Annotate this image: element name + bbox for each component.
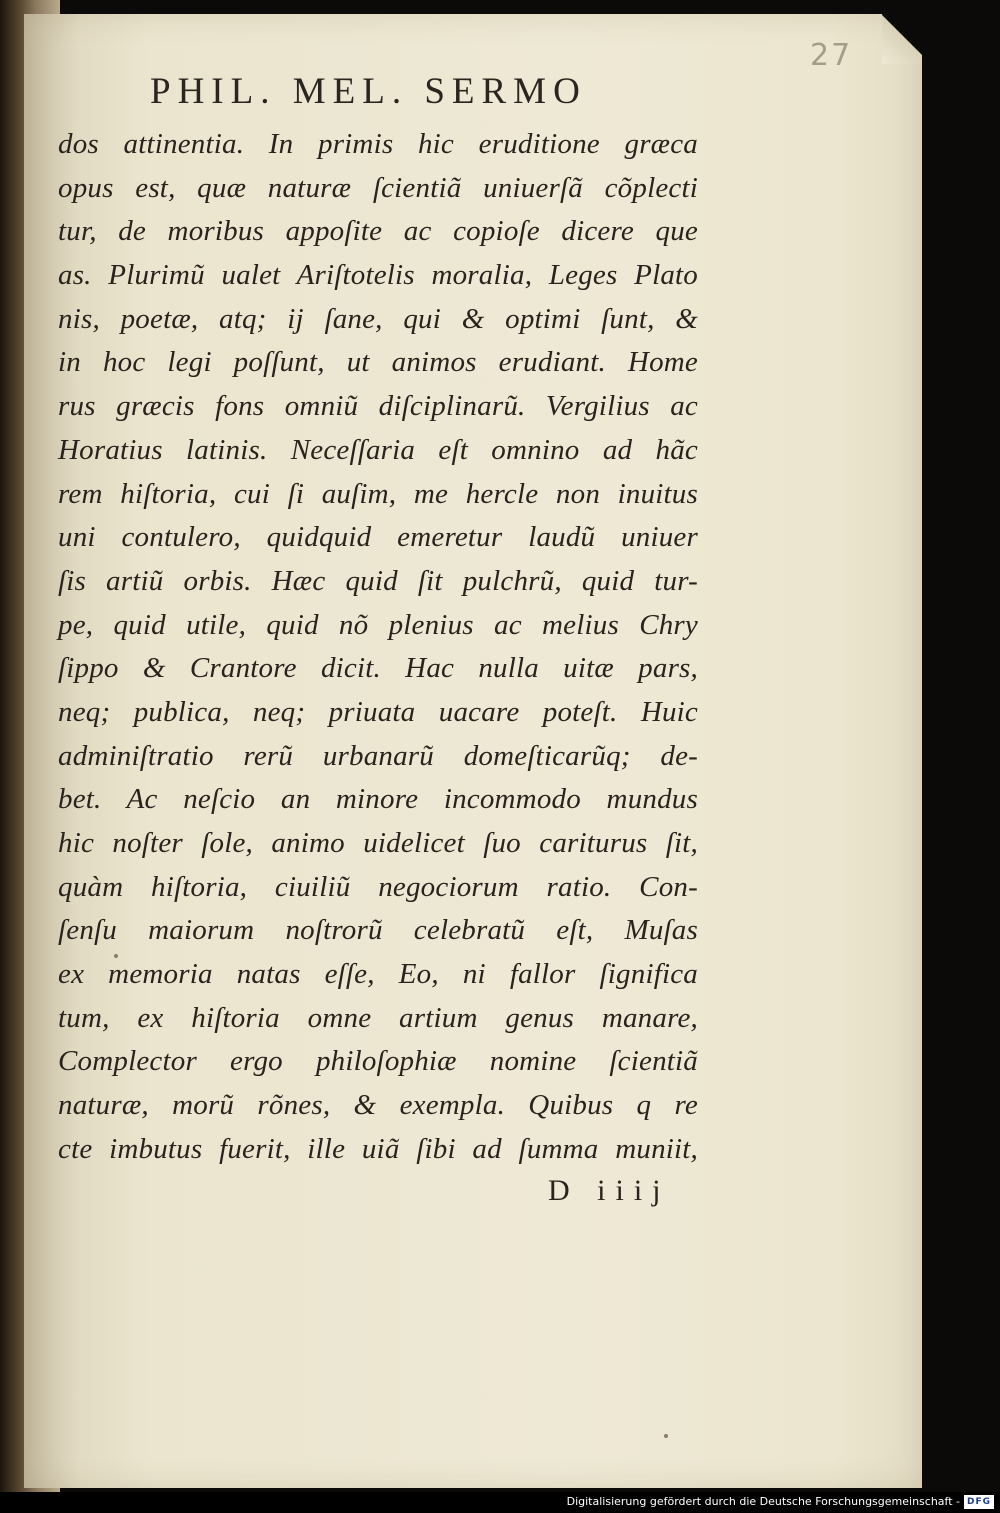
text-line: neq; publica, neq; priuata uacare poteſt. Huic (58, 695, 698, 728)
text-line: ſippo & Crantore dicit. Hac nulla uitæ pars, (58, 652, 698, 685)
body-text (58, 123, 698, 1172)
text-line: nis, poetæ, atq; ij ſane, qui & optimi ſunt, & (58, 302, 698, 335)
signature-mark: D iiij (548, 1174, 671, 1207)
paper-speck (664, 1434, 668, 1438)
text-line: dos attinentia. In primis hic eruditione græca (58, 128, 698, 160)
text-line: Complector ergo philoſophiæ nomine ſcientiã (58, 1045, 698, 1078)
footer-bar (0, 1492, 1000, 1513)
text-line: tum, ex hiſtoria omne artium genus manare, (58, 1001, 698, 1034)
text-line: rem hiſtoria, cui ſi auſim, me hercle non inuitus (58, 477, 698, 510)
text-line: ex memoria natas eſſe, Eo, ni fallor ſignifica (58, 958, 698, 991)
text-line: ſenſu maiorum noſtrorũ celebratũ eſt, Muſas (58, 914, 698, 947)
text-line: pe, quid utile, quid nõ plenius ac melius Chry (58, 608, 698, 641)
text-line: bet. Ac neſcio an minore incommodo mundus (58, 783, 698, 816)
page-corner-fold (882, 14, 922, 64)
text-line: quàm hiſtoria, ciuiliũ negociorum ratio. Con- (58, 870, 698, 903)
text-line: opus est, quæ naturæ ſcientiã uniuerſã cõplecti (58, 171, 698, 204)
text-line: rus græcis fons omniũ diſciplinarũ. Vergilius ac (58, 390, 698, 423)
text-line: uni contulero, quidquid emeretur laudũ uniuer (58, 521, 698, 554)
text-line: adminiſtratio rerũ urbanarũ domeſticarũq; de- (58, 739, 698, 772)
running-head: PHIL. MEL. SERMO (150, 71, 587, 112)
text-line: naturæ, morũ rõnes, & exempla. Quibus q re (58, 1089, 698, 1122)
text-line: ſis artiũ orbis. Hæc quid ſit pulchrũ, quid tur- (58, 564, 698, 597)
text-line: cte imbutus fuerit, ille uiã ſibi ad ſumma muniit, (58, 1132, 698, 1165)
text-line: tur, de moribus appoſite ac copioſe dicere que (58, 215, 698, 248)
dfg-logo: DFG (964, 1495, 994, 1509)
text-line: Horatius latinis. Neceſſaria eſt omnino ad hãc (58, 433, 698, 466)
footer-credit: Digitalisierung gefördert durch die Deutsche Forschungsgemeinschaft - (566, 1495, 960, 1508)
text-line: as. Plurimũ ualet Ariſtotelis moralia, Leges Plato (58, 259, 698, 292)
text-line: hic noſter ſole, animo uidelicet ſuo cariturus ſit, (58, 827, 698, 859)
folio-number: 27 (810, 38, 853, 73)
text-line: in hoc legi poſſunt, ut animos erudiant. Home (58, 346, 698, 379)
